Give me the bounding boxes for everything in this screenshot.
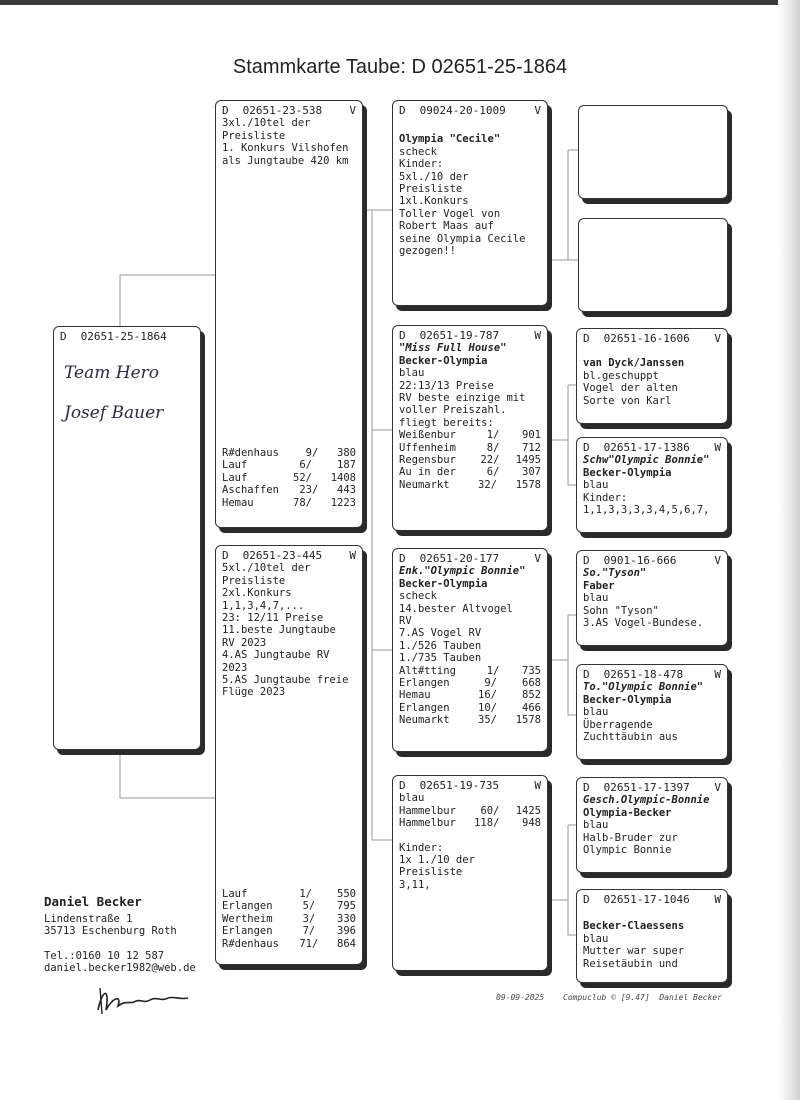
race-place: Wertheim bbox=[222, 912, 273, 925]
info-line: 5xl./10 der bbox=[399, 170, 469, 183]
race-place: Uffenheim bbox=[399, 441, 456, 454]
race-rank: 6/ bbox=[299, 459, 312, 472]
race-row bbox=[222, 447, 356, 459]
race-rank: 16/ bbox=[478, 689, 497, 702]
race-total: 466 bbox=[522, 701, 541, 714]
race-rank: 35/ bbox=[478, 714, 497, 727]
info-line: RV bbox=[399, 615, 412, 628]
info-line: blau bbox=[583, 592, 609, 605]
sex-code: V bbox=[534, 104, 541, 117]
pigeon-card-mother[interactable] bbox=[215, 545, 363, 965]
land-code: D bbox=[583, 554, 590, 567]
race-total: 948 bbox=[522, 817, 541, 830]
ring-number: 02651-17-1046 bbox=[603, 893, 690, 906]
race-place: Lauf bbox=[222, 471, 248, 484]
pigeon-card-maternal-grandmother[interactable] bbox=[392, 775, 548, 971]
race-row bbox=[222, 497, 356, 509]
pigeon-breed: Olympia-Becker bbox=[583, 806, 672, 819]
signature-icon bbox=[92, 980, 192, 1020]
race-row bbox=[399, 805, 541, 817]
race-total: 668 bbox=[522, 677, 541, 690]
race-row bbox=[399, 442, 541, 454]
sex-code: V bbox=[714, 332, 721, 345]
info-line: blau bbox=[583, 819, 609, 832]
sex-code: W bbox=[714, 668, 721, 681]
pigeon-card-ggp-3[interactable] bbox=[576, 550, 728, 646]
race-place: Lauf bbox=[222, 459, 248, 472]
land-code: D bbox=[583, 893, 590, 906]
info-line: scheck bbox=[399, 590, 437, 603]
info-line: blau bbox=[583, 706, 609, 719]
sex-code: W bbox=[534, 329, 541, 342]
race-total: 1408 bbox=[330, 471, 356, 484]
sex-code: V bbox=[534, 552, 541, 565]
ring-number: 02651-19-787 bbox=[419, 329, 500, 342]
race-rank: 8/ bbox=[486, 441, 500, 454]
pigeon-name: Enk."Olympic Bonnie" bbox=[399, 565, 526, 578]
info-line: Robert Maas auf bbox=[399, 220, 494, 233]
info-line: seine Olympia Cecile bbox=[399, 232, 526, 245]
race-total: 396 bbox=[337, 925, 356, 938]
pigeon-card-father[interactable] bbox=[215, 100, 363, 528]
info-line: Sorte von Karl bbox=[583, 394, 672, 407]
land-code: D bbox=[399, 329, 406, 342]
ring-number: 02651-20-177 bbox=[419, 552, 500, 565]
race-place: Hammelbur bbox=[399, 804, 456, 817]
pigeon-name: van Dyck/Janssen bbox=[583, 357, 685, 370]
pigeon-name: "Miss Full House" bbox=[399, 342, 507, 355]
race-total: 1495 bbox=[515, 454, 541, 467]
race-place: Hemau bbox=[222, 496, 254, 509]
race-row bbox=[399, 714, 541, 726]
land-code: D bbox=[399, 552, 406, 565]
race-place: Alt#tting bbox=[399, 664, 456, 677]
info-line: 1xl.Konkurs bbox=[399, 195, 469, 208]
race-total: 330 bbox=[337, 912, 356, 925]
ring-number: 02651-25-1864 bbox=[80, 330, 167, 343]
race-rank: 22/ bbox=[480, 454, 500, 467]
print-date: 09-09-2025 bbox=[496, 993, 545, 1002]
info-line: 3,11, bbox=[399, 878, 431, 891]
pigeon-card-ggp-1[interactable] bbox=[576, 328, 728, 424]
pigeon-card-empty-2[interactable] bbox=[578, 218, 728, 312]
race-row bbox=[222, 888, 356, 900]
info-line: scheck bbox=[399, 145, 437, 158]
info-line: 5xl./10tel der bbox=[222, 562, 311, 575]
race-total: 443 bbox=[337, 484, 356, 497]
race-total: 307 bbox=[522, 466, 541, 479]
pigeon-card-paternal-grandfather[interactable] bbox=[392, 100, 548, 306]
info-line: Halb-Bruder zur bbox=[583, 831, 678, 844]
info-line: 5.AS Jungtaube freie bbox=[222, 674, 349, 687]
info-line: gezogen!! bbox=[399, 245, 456, 258]
race-total: 1578 bbox=[515, 478, 541, 491]
land-code: D bbox=[583, 332, 590, 345]
race-rank: 118/ bbox=[474, 817, 500, 830]
race-row bbox=[222, 913, 356, 925]
race-place: R#denhaus bbox=[222, 937, 279, 950]
race-row bbox=[222, 472, 356, 484]
race-row bbox=[399, 677, 541, 689]
pigeon-name: Schw"Olympic Bonnie" bbox=[583, 454, 710, 467]
race-place: Erlangen bbox=[399, 677, 450, 690]
breeder-name: Daniel Becker bbox=[44, 894, 142, 909]
info-line: fliegt bereits: bbox=[399, 416, 494, 429]
race-rank: 5/ bbox=[302, 900, 316, 913]
handwritten-note-1: Team Hero bbox=[64, 363, 159, 383]
info-line: als Jungtaube 420 km bbox=[222, 154, 349, 167]
ring-number: 09024-20-1009 bbox=[419, 104, 506, 117]
info-line: Kinder: bbox=[399, 158, 444, 171]
pigeon-card-ggp-6[interactable] bbox=[576, 889, 728, 983]
pigeon-card-subject[interactable] bbox=[53, 326, 201, 750]
race-rank: 23/ bbox=[299, 484, 319, 497]
race-row bbox=[399, 665, 541, 677]
pigeon-name: Gesch.Olympic-Bonnie bbox=[583, 794, 710, 807]
info-line: blau bbox=[399, 367, 425, 380]
race-results bbox=[222, 888, 356, 950]
pigeon-name: Olympia "Cecile" bbox=[399, 133, 501, 146]
info-line: Preisliste bbox=[222, 574, 286, 587]
ring-number: 0901-16-666 bbox=[603, 554, 677, 567]
race-rank: 1/ bbox=[486, 664, 500, 677]
ring-number: 02651-23-445 bbox=[242, 549, 323, 562]
race-rank: 3/ bbox=[302, 912, 316, 925]
info-line: Mutter war super bbox=[583, 945, 685, 958]
handwritten-note-2: Josef Bauer bbox=[64, 403, 164, 423]
info-line: Reisetäubin und bbox=[583, 957, 678, 970]
info-line: 1./735 Tauben bbox=[399, 652, 482, 665]
pigeon-name: To."Olympic Bonnie" bbox=[583, 681, 704, 694]
info-line: blau bbox=[583, 479, 609, 492]
race-rank: 9/ bbox=[484, 677, 497, 690]
land-code: D bbox=[583, 668, 590, 681]
info-line: RV beste einzige mit bbox=[399, 392, 526, 405]
info-line: 1. Konkurs Vilshofen bbox=[222, 142, 349, 155]
ring-number: 02651-17-1386 bbox=[603, 441, 690, 454]
land-code: D bbox=[583, 781, 590, 794]
pigeon-breed: Becker-Olympia bbox=[583, 693, 672, 706]
race-place: Hemau bbox=[399, 689, 431, 702]
info-line: Sohn "Tyson" bbox=[583, 604, 659, 617]
race-row bbox=[222, 459, 356, 471]
race-total: 1578 bbox=[515, 714, 541, 727]
pigeon-breed: Faber bbox=[583, 579, 615, 592]
race-rank: 32/ bbox=[478, 478, 497, 491]
race-row bbox=[222, 925, 356, 937]
pigeon-breed: Becker-Olympia bbox=[399, 354, 488, 367]
ring-number: 02651-23-538 bbox=[242, 104, 323, 117]
info-line: 1,1,3,3,3,3,4,5,6,7, bbox=[583, 504, 710, 517]
page-title: Stammkarte Taube: D 02651-25-1864 bbox=[232, 56, 568, 78]
race-total: 380 bbox=[337, 447, 356, 459]
info-line: 2xl.Konkurs bbox=[222, 587, 292, 600]
info-line: 1x 1./10 der bbox=[399, 854, 475, 867]
sex-code: W bbox=[534, 779, 541, 792]
race-place: Erlangen bbox=[399, 701, 450, 714]
pigeon-card-maternal-grandfather[interactable] bbox=[392, 548, 548, 752]
sex-code: W bbox=[714, 893, 721, 906]
info-line: Kinder: bbox=[399, 841, 444, 854]
ring-number: 02651-17-1397 bbox=[603, 781, 690, 794]
race-row bbox=[399, 817, 541, 829]
race-rank: 1/ bbox=[299, 888, 312, 900]
race-place: Hammelbur bbox=[399, 817, 456, 830]
race-row bbox=[399, 429, 541, 441]
land-code: D bbox=[222, 104, 229, 117]
race-row bbox=[222, 900, 356, 912]
info-line: Olympic Bonnie bbox=[583, 844, 672, 857]
info-line: 3xl./10tel der bbox=[222, 117, 311, 130]
race-results bbox=[222, 447, 356, 509]
race-total: 901 bbox=[522, 429, 541, 442]
race-rank: 7/ bbox=[302, 925, 316, 938]
race-rank: 78/ bbox=[293, 496, 312, 509]
ring-number: 02651-16-1606 bbox=[603, 332, 690, 345]
race-row bbox=[399, 466, 541, 478]
race-place: Au in der bbox=[399, 466, 456, 479]
race-row bbox=[399, 689, 541, 701]
race-row bbox=[222, 484, 356, 496]
land-code: D bbox=[399, 104, 406, 117]
land-code: D bbox=[60, 330, 67, 343]
race-rank: 6/ bbox=[486, 466, 500, 479]
info-line: Flüge 2023 bbox=[222, 686, 286, 699]
pigeon-card-ggp-5[interactable] bbox=[576, 777, 728, 873]
race-rank: 10/ bbox=[478, 701, 497, 714]
info-line: 3.AS Vogel-Bundese. bbox=[583, 617, 704, 630]
info-line: Preisliste bbox=[222, 129, 286, 142]
race-row bbox=[222, 938, 356, 950]
sex-code: W bbox=[714, 441, 721, 454]
sex-code: W bbox=[349, 549, 356, 562]
info-line: Kinder: bbox=[583, 491, 628, 504]
race-place: Erlangen bbox=[222, 900, 273, 913]
race-place: Weißenbur bbox=[399, 429, 456, 442]
pigeon-breed: Becker-Olympia bbox=[399, 577, 488, 590]
race-total: 187 bbox=[337, 459, 356, 472]
info-line: 1./526 Tauben bbox=[399, 639, 482, 652]
info-line: blau bbox=[399, 792, 425, 805]
info-line: 1,1,3,4,7,... bbox=[222, 599, 305, 612]
land-code: D bbox=[583, 441, 590, 454]
race-place: Aschaffen bbox=[222, 484, 279, 497]
software-credit: Compuclub © [9.47] Daniel Becker bbox=[563, 993, 722, 1002]
race-place: R#denhaus bbox=[222, 447, 279, 459]
race-rank: 1/ bbox=[486, 429, 500, 442]
info-line: 7.AS Vogel RV bbox=[399, 627, 482, 640]
race-total: 712 bbox=[522, 441, 541, 454]
info-line: Vogel der alten bbox=[583, 382, 678, 395]
breeder-street: Lindenstraße 1 bbox=[44, 912, 133, 925]
info-line: Preisliste bbox=[399, 183, 463, 196]
info-line: Überragende bbox=[583, 718, 653, 731]
breeder-city: 35713 Eschenburg Roth bbox=[44, 925, 177, 938]
race-total: 735 bbox=[522, 664, 541, 677]
pigeon-card-paternal-grandmother[interactable] bbox=[392, 325, 548, 531]
sex-code: V bbox=[349, 104, 356, 117]
info-line: 14.bester Altvogel bbox=[399, 602, 513, 615]
pigeon-card-ggp-4[interactable] bbox=[576, 664, 728, 760]
race-total: 1425 bbox=[515, 804, 541, 817]
pigeon-breed: Becker-Olympia bbox=[583, 466, 672, 479]
race-place: Neumarkt bbox=[399, 714, 450, 727]
info-line: Preisliste bbox=[399, 866, 463, 879]
race-place: Neumarkt bbox=[399, 478, 450, 491]
race-total: 795 bbox=[337, 900, 356, 913]
pigeon-name: So."Tyson" bbox=[583, 567, 647, 580]
breeder-address bbox=[44, 896, 196, 975]
land-code: D bbox=[222, 549, 229, 562]
pigeon-breed: Becker-Claessens bbox=[583, 920, 685, 933]
race-total: 864 bbox=[337, 937, 356, 950]
race-row bbox=[399, 454, 541, 466]
race-row bbox=[399, 479, 541, 491]
info-line: blau bbox=[583, 932, 609, 945]
info-line: 23: 12/11 Preise bbox=[222, 612, 324, 625]
info-line: Zuchttäubin aus bbox=[583, 731, 678, 744]
info-line: 4.AS Jungtaube RV bbox=[222, 649, 330, 662]
info-line: 11.beste Jungtaube bbox=[222, 624, 336, 637]
sex-code: V bbox=[714, 554, 721, 567]
breeder-email: daniel.becker1982@web.de bbox=[44, 962, 196, 975]
breeder-phone: Tel.:0160 10 12 587 bbox=[44, 949, 165, 962]
race-total: 1223 bbox=[330, 496, 356, 509]
info-line: voller Preiszahl. bbox=[399, 404, 507, 417]
info-line: 2023 bbox=[222, 661, 248, 674]
ring-number: 02651-19-735 bbox=[419, 779, 500, 792]
race-rank: 9/ bbox=[305, 447, 319, 459]
race-row bbox=[399, 702, 541, 714]
race-rank: 71/ bbox=[299, 937, 319, 950]
race-total: 550 bbox=[337, 888, 356, 900]
race-rank: 60/ bbox=[480, 804, 500, 817]
info-line: Toller Vogel von bbox=[399, 207, 501, 220]
sex-code: V bbox=[714, 781, 721, 794]
race-place: Erlangen bbox=[222, 925, 273, 938]
land-code: D bbox=[399, 779, 406, 792]
race-place: Regensbur bbox=[399, 454, 456, 467]
info-line: RV 2023 bbox=[222, 636, 267, 649]
info-line: 22:13/13 Preise bbox=[399, 379, 494, 392]
race-total: 852 bbox=[522, 689, 541, 702]
info-line: bl.geschuppt bbox=[583, 369, 659, 382]
race-place: Lauf bbox=[222, 888, 248, 900]
pigeon-card-empty-1[interactable] bbox=[578, 105, 728, 199]
ring-number: 02651-18-478 bbox=[603, 668, 684, 681]
race-rank: 52/ bbox=[293, 471, 312, 484]
pigeon-card-ggp-2[interactable] bbox=[576, 437, 728, 533]
